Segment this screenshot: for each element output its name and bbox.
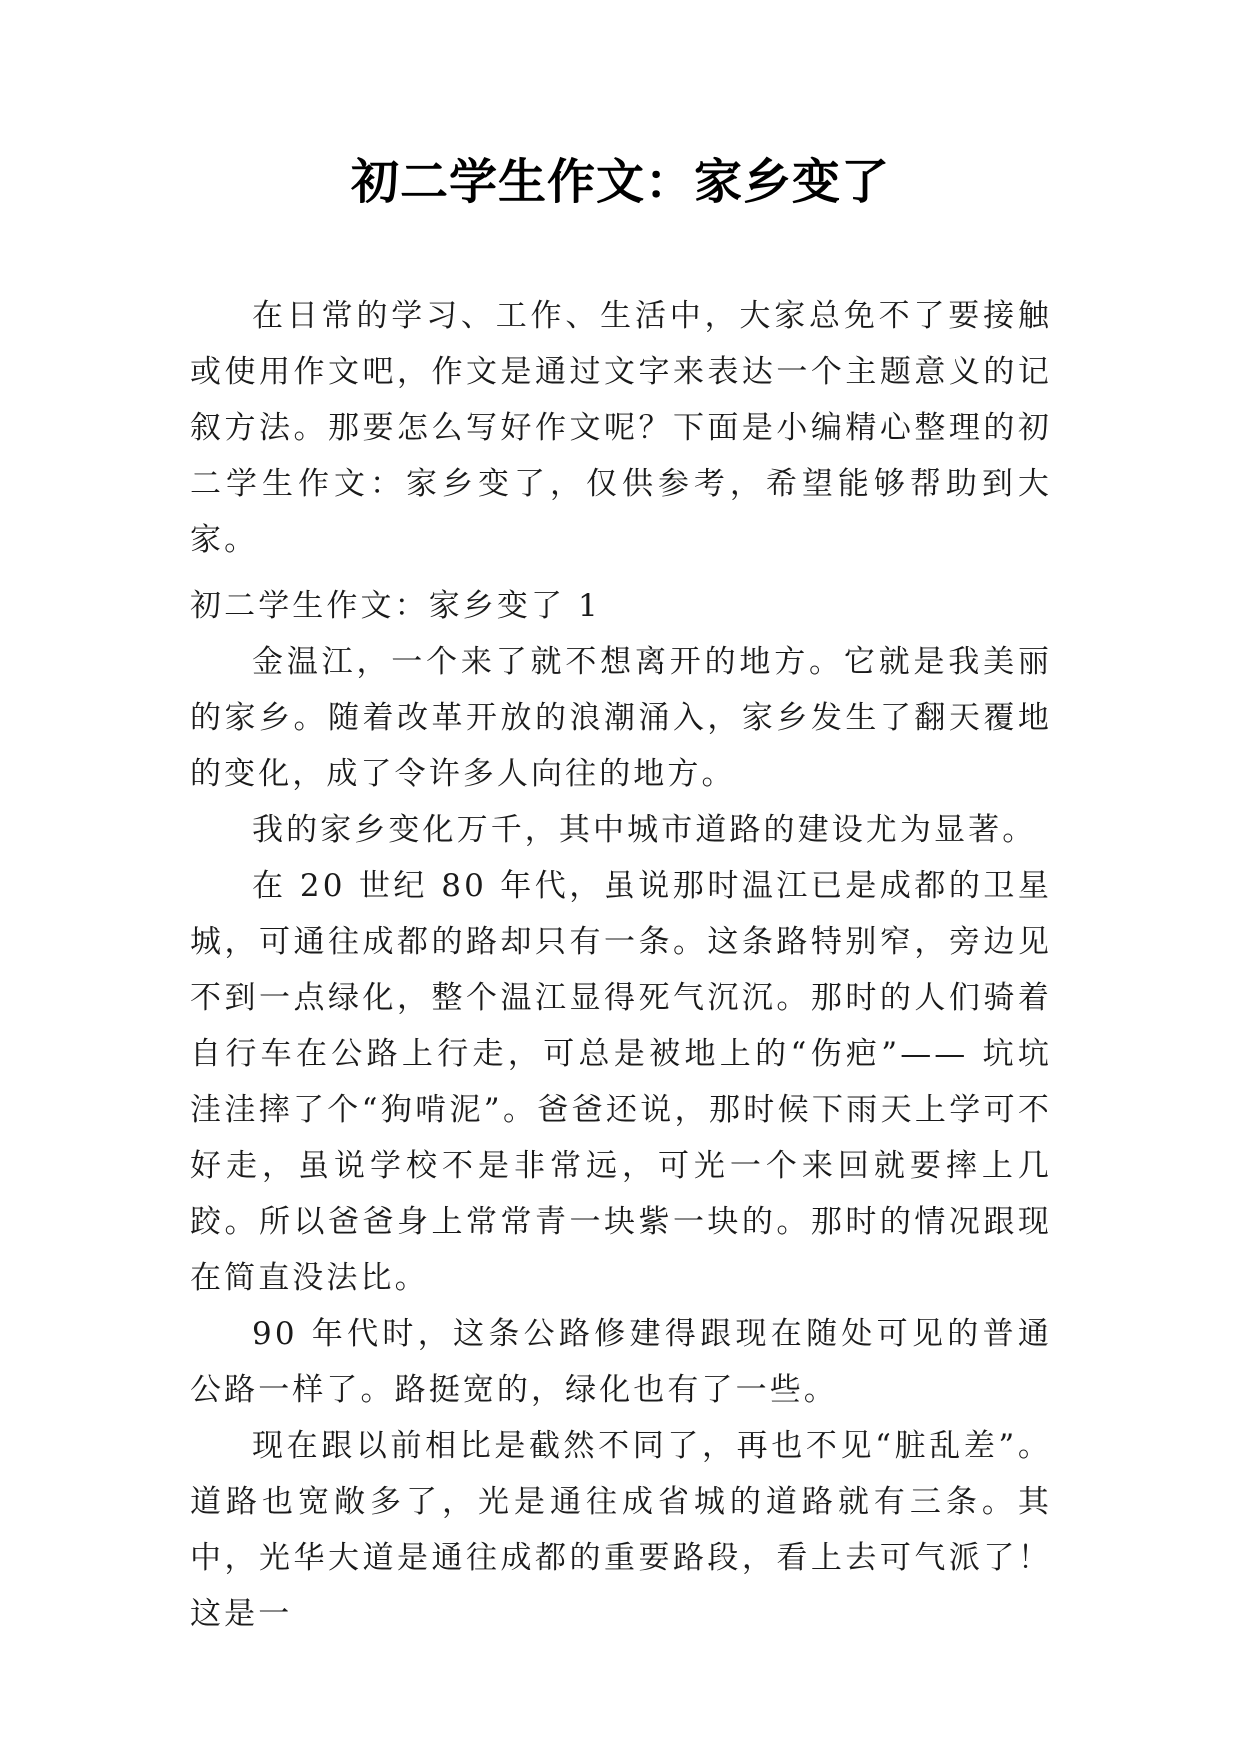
essay-paragraph-2: 我的家乡变化万千，其中城市道路的建设尤为显著。 xyxy=(252,812,1037,848)
essay-paragraph-1: 金温江，一个来了就不想离开的地方。它就是我美丽的家乡。随着改革开放的浪潮涌入，家乡发生了翻天覆地的变化，成了令许多人向往的地方。 xyxy=(190,644,1052,792)
intro-block xyxy=(190,288,1052,568)
essay-paragraph-4: 90 年代时，这条公路修建得跟现在随处可见的普通公路一样了。路挺宽的，绿化也有了一些。 xyxy=(190,1316,1052,1408)
document-title: 初二学生作文：家乡变了 xyxy=(350,154,890,210)
intro-paragraph: 在日常的学习、工作、生活中，大家总免不了要接触或使用作文吧，作文是通过文字来表达一个主题意义的记叙方法。那要怎么写好作文呢？下面是小编精心整理的初二学生作文：家乡变了，仅供参考，希望能够帮助到大家。 xyxy=(190,298,1052,558)
essay-paragraph-3: 在 20 世纪 80 年代，虽说那时温江已是成都的卫星城，可通往成都的路却只有一条。这条路特别窄，旁边见不到一点绿化，整个温江显得死气沉沉。那时的人们骑着自行车在公路上行走，可总是被地上的“伤疤”—— 坑坑洼洼摔了个“狗啃泥”。爸爸还说，那时候下雨天上学可不好走，虽说学校不是非常远，可光一个来回就要摔上几跤。所以爸爸身上常常青一块紫一块的。那时的情况跟现在简直没法比。 xyxy=(190,868,1052,1296)
essay-block xyxy=(190,578,1052,1642)
essay-paragraph-5: 现在跟以前相比是截然不同了，再也不见“脏乱差”。道路也宽敞多了，光是通往成省城的道路就有三条。其中，光华大道是通往成都的重要路段，看上去可气派了！这是一 xyxy=(190,1428,1052,1632)
essay-heading: 初二学生作文：家乡变了 1 xyxy=(190,588,601,624)
